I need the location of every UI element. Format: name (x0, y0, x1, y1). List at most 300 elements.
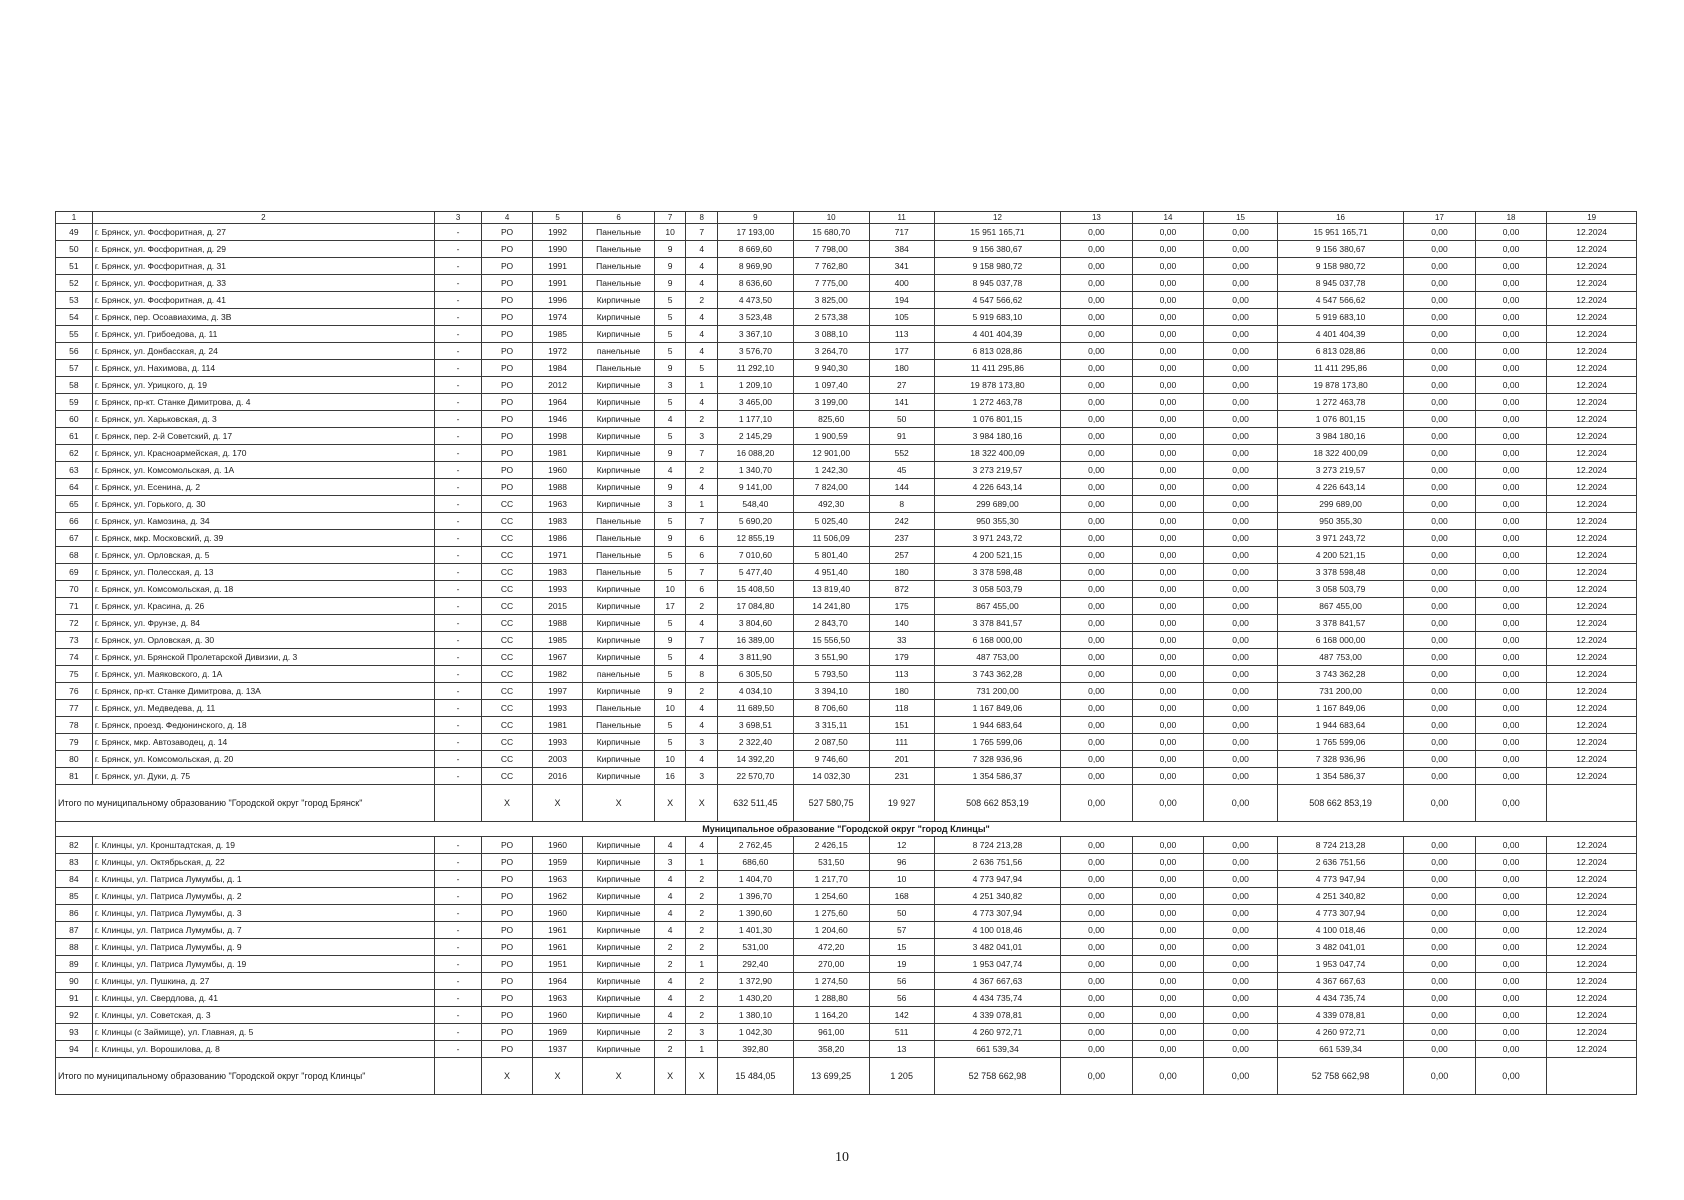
table-cell: 0,00 (1132, 632, 1204, 649)
table-cell: 270,00 (793, 956, 869, 973)
table-cell: 1 217,70 (793, 871, 869, 888)
table-cell: 10 (869, 871, 934, 888)
table-cell: 0,00 (1404, 683, 1476, 700)
table-cell: 0,00 (1061, 224, 1133, 241)
table-cell: 0,00 (1204, 632, 1278, 649)
table-cell: 0,00 (1404, 377, 1476, 394)
table-cell: 2 (654, 1024, 686, 1041)
table-cell: 0,00 (1204, 513, 1278, 530)
table-cell: 0,00 (1475, 377, 1547, 394)
table-cell: 1971 (532, 547, 583, 564)
table-cell: 0,00 (1132, 394, 1204, 411)
table-cell: 113 (869, 326, 934, 343)
table-cell: 3 378 598,48 (1277, 564, 1403, 581)
address-cell: г. Клинцы, ул. Ворошилова, д. 8 (92, 1041, 434, 1058)
table-cell: 1 (686, 377, 718, 394)
table-cell: 4 034,10 (718, 683, 794, 700)
table-cell: СС (482, 632, 533, 649)
table-cell: 22 570,70 (718, 768, 794, 785)
table-cell: 12.2024 (1547, 428, 1637, 445)
table-cell: - (434, 700, 481, 717)
table-cell: 4 200 521,15 (1277, 547, 1403, 564)
table-cell: 0,00 (1475, 513, 1547, 530)
table-cell: 140 (869, 615, 934, 632)
table-row (56, 445, 1637, 462)
table-cell: - (434, 598, 481, 615)
table-cell: Кирпичные (583, 581, 655, 598)
table-cell: 0,00 (1475, 292, 1547, 309)
table-cell: 8 945 037,78 (1277, 275, 1403, 292)
table-cell: 0,00 (1404, 309, 1476, 326)
table-cell: 8 945 037,78 (934, 275, 1060, 292)
table-cell: 12.2024 (1547, 649, 1637, 666)
table-cell: 11 689,50 (718, 700, 794, 717)
table-cell: 0,00 (1204, 854, 1278, 871)
table-cell: 11 411 295,86 (934, 360, 1060, 377)
table-cell: 0,00 (1204, 1024, 1278, 1041)
table-cell: 0,00 (1404, 1007, 1476, 1024)
table-cell: 0,00 (1204, 683, 1278, 700)
table-cell: 8 706,60 (793, 700, 869, 717)
table-cell: 5 (654, 394, 686, 411)
address-cell: г. Клинцы, ул. Патриса Лумумбы, д. 7 (92, 922, 434, 939)
table-cell: 59 (56, 394, 93, 411)
table-cell: 5 (654, 292, 686, 309)
table-cell: - (434, 888, 481, 905)
table-cell: РО (482, 258, 533, 275)
table-cell: 17 193,00 (718, 224, 794, 241)
table-cell: - (434, 905, 481, 922)
table-cell: 0,00 (1061, 683, 1133, 700)
table-cell: 0,00 (1204, 1007, 1278, 1024)
table-cell: 0,00 (1132, 615, 1204, 632)
total-cell: Х (583, 785, 655, 822)
table-cell: - (434, 649, 481, 666)
table-cell: 872 (869, 581, 934, 598)
table-cell: РО (482, 479, 533, 496)
table-cell: 1985 (532, 632, 583, 649)
table-cell: 0,00 (1404, 1041, 1476, 1058)
table-cell: 1984 (532, 360, 583, 377)
column-number-cell: 15 (1204, 212, 1278, 224)
table-cell: 15 (869, 939, 934, 956)
table-cell: 358,20 (793, 1041, 869, 1058)
table-cell: 1 372,90 (718, 973, 794, 990)
table-cell: 14 032,30 (793, 768, 869, 785)
address-cell: г. Клинцы, ул. Пушкина, д. 27 (92, 973, 434, 990)
table-cell: Кирпичные (583, 1007, 655, 1024)
table-cell: 0,00 (1404, 888, 1476, 905)
table-cell: 0,00 (1132, 854, 1204, 871)
table-cell: 0,00 (1061, 649, 1133, 666)
table-cell: 0,00 (1204, 462, 1278, 479)
table-cell: 19 878 173,80 (1277, 377, 1403, 394)
table-cell: 0,00 (1204, 939, 1278, 956)
table-cell: 0,00 (1132, 377, 1204, 394)
table-cell: Кирпичные (583, 1024, 655, 1041)
table-cell: 0,00 (1475, 496, 1547, 513)
total-cell: 1 205 (869, 1058, 934, 1095)
table-cell: 0,00 (1061, 496, 1133, 513)
table-cell: Кирпичные (583, 871, 655, 888)
table-cell: 1 274,50 (793, 973, 869, 990)
table-cell: 0,00 (1204, 496, 1278, 513)
table-cell: 0,00 (1475, 734, 1547, 751)
table-cell: 0,00 (1475, 462, 1547, 479)
table-cell: 0,00 (1404, 275, 1476, 292)
table-cell: 2012 (532, 377, 583, 394)
table-cell: 0,00 (1475, 700, 1547, 717)
table-cell: СС (482, 683, 533, 700)
table-cell: 0,00 (1061, 837, 1133, 854)
table-cell: 0,00 (1132, 241, 1204, 258)
table-cell: 4 (654, 871, 686, 888)
table-cell: 7 762,80 (793, 258, 869, 275)
address-cell: г. Брянск, ул. Есенина, д. 2 (92, 479, 434, 496)
total-cell: 0,00 (1132, 1058, 1204, 1095)
table-cell: - (434, 445, 481, 462)
table-cell: РО (482, 956, 533, 973)
table-cell: СС (482, 513, 533, 530)
table-row (56, 241, 1637, 258)
table-cell: 3 (686, 734, 718, 751)
table-cell: 0,00 (1061, 871, 1133, 888)
table-cell: 1 076 801,15 (1277, 411, 1403, 428)
table-cell: 4 (686, 326, 718, 343)
total-cell (1547, 785, 1637, 822)
table-cell: - (434, 922, 481, 939)
table-cell: 2 636 751,56 (934, 854, 1060, 871)
table-cell: 8 (869, 496, 934, 513)
table-cell: 341 (869, 258, 934, 275)
table-cell: 64 (56, 479, 93, 496)
table-cell: 84 (56, 871, 93, 888)
table-cell: 7 (686, 445, 718, 462)
table-cell: Кирпичные (583, 751, 655, 768)
table-cell: РО (482, 905, 533, 922)
table-cell: 9 (654, 479, 686, 496)
total-cell: Х (532, 785, 583, 822)
table-cell: 0,00 (1061, 666, 1133, 683)
table-cell: 0,00 (1475, 360, 1547, 377)
address-cell: г. Брянск, ул. Горького, д. 30 (92, 496, 434, 513)
table-cell: 7 798,00 (793, 241, 869, 258)
address-cell: г. Клинцы, ул. Свердлова, д. 41 (92, 990, 434, 1007)
table-cell: 1 242,30 (793, 462, 869, 479)
table-cell: 1 288,80 (793, 990, 869, 1007)
table-cell: 0,00 (1404, 513, 1476, 530)
table-cell: 0,00 (1475, 922, 1547, 939)
table-cell: 1 (686, 1041, 718, 1058)
table-cell: 7 775,00 (793, 275, 869, 292)
table-cell: 0,00 (1404, 360, 1476, 377)
table-cell: 4 100 018,46 (1277, 922, 1403, 939)
table-cell: 0,00 (1475, 768, 1547, 785)
address-cell: г. Клинцы, ул. Патриса Лумумбы, д. 9 (92, 939, 434, 956)
table-cell: 50 (869, 905, 934, 922)
table-cell: 9 (654, 241, 686, 258)
table-cell: 12.2024 (1547, 871, 1637, 888)
table-cell: 93 (56, 1024, 93, 1041)
table-cell: 27 (869, 377, 934, 394)
table-cell: СС (482, 768, 533, 785)
table-cell: 0,00 (1132, 411, 1204, 428)
table-cell: 0,00 (1132, 649, 1204, 666)
column-number-cell: 6 (583, 212, 655, 224)
table-cell: 1997 (532, 683, 583, 700)
table-cell: 237 (869, 530, 934, 547)
address-cell: г. Брянск, ул. Орловская, д. 30 (92, 632, 434, 649)
table-cell: РО (482, 1041, 533, 1058)
table-cell: 111 (869, 734, 934, 751)
table-row (56, 751, 1637, 768)
address-cell: г. Брянск, ул. Комсомольская, д. 18 (92, 581, 434, 598)
table-cell: 661 539,34 (1277, 1041, 1403, 1058)
table-cell: - (434, 939, 481, 956)
table-cell: 0,00 (1061, 905, 1133, 922)
table-cell: 4 401 404,39 (1277, 326, 1403, 343)
address-cell: г. Брянск, ул. Фосфоритная, д. 29 (92, 241, 434, 258)
address-cell: г. Брянск, ул. Медведева, д. 11 (92, 700, 434, 717)
table-cell: 141 (869, 394, 934, 411)
table-cell: 4 (686, 394, 718, 411)
table-cell: 4 226 643,14 (934, 479, 1060, 496)
table-cell: 1974 (532, 309, 583, 326)
table-cell: Кирпичные (583, 309, 655, 326)
table-cell: 194 (869, 292, 934, 309)
table-cell: 0,00 (1404, 854, 1476, 871)
table-cell: 54 (56, 309, 93, 326)
table-row (56, 632, 1637, 649)
table-cell: 3 (654, 496, 686, 513)
table-cell: - (434, 394, 481, 411)
table-cell: 8 969,90 (718, 258, 794, 275)
table-cell: 0,00 (1204, 258, 1278, 275)
address-cell: г. Брянск, ул. Дуки, д. 75 (92, 768, 434, 785)
table-cell: СС (482, 496, 533, 513)
table-cell: 3 058 503,79 (1277, 581, 1403, 598)
table-cell: 4 (654, 1007, 686, 1024)
column-number-cell: 11 (869, 212, 934, 224)
table-cell: Кирпичные (583, 683, 655, 700)
table-cell: 19 878 173,80 (934, 377, 1060, 394)
column-number-cell: 14 (1132, 212, 1204, 224)
table-cell: 1983 (532, 513, 583, 530)
table-cell: 2 087,50 (793, 734, 869, 751)
table-cell: 4 (654, 888, 686, 905)
table-cell: 142 (869, 1007, 934, 1024)
table-cell: 0,00 (1475, 326, 1547, 343)
table-cell: 0,00 (1204, 445, 1278, 462)
table-cell: Кирпичные (583, 479, 655, 496)
table-cell: - (434, 581, 481, 598)
table-cell: 292,40 (718, 956, 794, 973)
table-cell: 1 177,10 (718, 411, 794, 428)
table-cell: 2 (686, 888, 718, 905)
table-cell: 0,00 (1061, 632, 1133, 649)
table-cell: 0,00 (1404, 905, 1476, 922)
table-cell: Панельные (583, 241, 655, 258)
table-cell: 6 (686, 530, 718, 547)
table-cell: 0,00 (1404, 581, 1476, 598)
table-cell: 4 (686, 343, 718, 360)
table-cell: 11 411 295,86 (1277, 360, 1403, 377)
table-row (56, 717, 1637, 734)
table-cell: 2015 (532, 598, 583, 615)
table-cell: 90 (56, 973, 93, 990)
total-cell: Х (686, 1058, 718, 1095)
table-cell: 0,00 (1204, 649, 1278, 666)
table-cell: 0,00 (1404, 666, 1476, 683)
table-row (56, 1007, 1637, 1024)
address-cell: г. Брянск, мкр. Автозаводец, д. 14 (92, 734, 434, 751)
table-cell: 56 (869, 990, 934, 1007)
table-cell: РО (482, 309, 533, 326)
table-cell: 1988 (532, 479, 583, 496)
table-cell: 472,20 (793, 939, 869, 956)
table-cell: Панельные (583, 530, 655, 547)
table-row (56, 309, 1637, 326)
table-cell: 0,00 (1204, 922, 1278, 939)
table-cell: 3 (654, 854, 686, 871)
table-cell: - (434, 275, 481, 292)
table-cell: 531,50 (793, 854, 869, 871)
table-cell: 201 (869, 751, 934, 768)
section-title: Муниципальное образование "Городской округ "город Клинцы" (56, 822, 1637, 837)
table-cell: 1983 (532, 564, 583, 581)
table-cell: 0,00 (1132, 700, 1204, 717)
table-cell: 0,00 (1132, 360, 1204, 377)
table-cell: 2 (654, 956, 686, 973)
table-cell: Кирпичные (583, 905, 655, 922)
table-cell: 0,00 (1061, 734, 1133, 751)
table-cell: 62 (56, 445, 93, 462)
address-cell: г. Брянск, ул. Фосфоритная, д. 33 (92, 275, 434, 292)
table-cell: 1 076 801,15 (934, 411, 1060, 428)
table-cell: 3 088,10 (793, 326, 869, 343)
table-cell: 0,00 (1132, 939, 1204, 956)
table-cell: 144 (869, 479, 934, 496)
table-cell: РО (482, 377, 533, 394)
table-cell: 1 404,70 (718, 871, 794, 888)
table-cell: 0,00 (1061, 360, 1133, 377)
table-cell: - (434, 547, 481, 564)
table-cell: 0,00 (1404, 224, 1476, 241)
table-cell: 0,00 (1061, 1041, 1133, 1058)
table-cell: - (434, 326, 481, 343)
table-cell: 0,00 (1204, 973, 1278, 990)
table-cell: - (434, 837, 481, 854)
table-cell: РО (482, 445, 533, 462)
table-cell: 0,00 (1204, 837, 1278, 854)
table-cell: 2 (686, 292, 718, 309)
table-cell: 0,00 (1404, 990, 1476, 1007)
table-cell: Кирпичные (583, 462, 655, 479)
table-cell: 12.2024 (1547, 888, 1637, 905)
table-cell: 0,00 (1061, 939, 1133, 956)
table-cell: 4 339 078,81 (934, 1007, 1060, 1024)
table-cell: 3 058 503,79 (934, 581, 1060, 598)
table-cell: 12.2024 (1547, 837, 1637, 854)
address-cell: г. Брянск, ул. Фосфоритная, д. 27 (92, 224, 434, 241)
table-cell: 1 944 683,64 (934, 717, 1060, 734)
table-cell: 0,00 (1061, 513, 1133, 530)
table-cell: 56 (56, 343, 93, 360)
table-cell: 0,00 (1132, 734, 1204, 751)
table-cell: 0,00 (1132, 871, 1204, 888)
table-cell: 7 (686, 224, 718, 241)
table-cell: 1960 (532, 1007, 583, 1024)
table-cell: 12.2024 (1547, 973, 1637, 990)
table-cell: - (434, 956, 481, 973)
table-cell: 5 793,50 (793, 666, 869, 683)
table-cell: 2 (686, 871, 718, 888)
table-cell: 68 (56, 547, 93, 564)
table-cell: 9 (654, 360, 686, 377)
table-cell: 1969 (532, 1024, 583, 1041)
table-cell: 0,00 (1061, 1024, 1133, 1041)
table-cell: 0,00 (1475, 751, 1547, 768)
column-number-cell: 2 (92, 212, 434, 224)
table-cell: 3 984 180,16 (1277, 428, 1403, 445)
address-cell: г. Брянск, пер. Осоавиахима, д. 3В (92, 309, 434, 326)
table-cell: 12.2024 (1547, 445, 1637, 462)
table-cell: 6 (686, 547, 718, 564)
table-cell: 0,00 (1404, 615, 1476, 632)
table-cell: 13 (869, 1041, 934, 1058)
table-cell: 0,00 (1204, 734, 1278, 751)
table-cell: 0,00 (1061, 445, 1133, 462)
table-cell: 0,00 (1061, 768, 1133, 785)
table-cell: 1 209,10 (718, 377, 794, 394)
table-cell: 0,00 (1132, 428, 1204, 445)
table-cell: 0,00 (1475, 888, 1547, 905)
table-cell: 4 (686, 241, 718, 258)
table-cell: 0,00 (1475, 990, 1547, 1007)
table-cell: 4 (654, 411, 686, 428)
table-cell: 12.2024 (1547, 343, 1637, 360)
table-cell: 91 (869, 428, 934, 445)
table-cell: 0,00 (1475, 973, 1547, 990)
table-cell: 961,00 (793, 1024, 869, 1041)
table-cell: 1961 (532, 922, 583, 939)
table-cell: 12.2024 (1547, 939, 1637, 956)
table-cell: 0,00 (1204, 241, 1278, 258)
table-cell: - (434, 632, 481, 649)
table-cell: СС (482, 700, 533, 717)
table-cell: - (434, 377, 481, 394)
table-cell: СС (482, 547, 533, 564)
table-cell: Кирпичные (583, 292, 655, 309)
table-cell: 51 (56, 258, 93, 275)
table-cell: 3 984 180,16 (934, 428, 1060, 445)
table-cell: 50 (869, 411, 934, 428)
table-cell: 6 168 000,00 (1277, 632, 1403, 649)
table-cell: 0,00 (1061, 700, 1133, 717)
table-cell: 12.2024 (1547, 598, 1637, 615)
table-cell: 1937 (532, 1041, 583, 1058)
total-cell: 0,00 (1204, 1058, 1278, 1095)
table-cell: 1964 (532, 394, 583, 411)
address-cell: г. Брянск, ул. Фосфоритная, д. 31 (92, 258, 434, 275)
total-cell (434, 1058, 481, 1095)
table-cell: 1 396,70 (718, 888, 794, 905)
table-cell: 0,00 (1132, 445, 1204, 462)
table-cell: Кирпичные (583, 326, 655, 343)
table-cell: 0,00 (1061, 922, 1133, 939)
table-cell: 5 919 683,10 (1277, 309, 1403, 326)
table-cell: 88 (56, 939, 93, 956)
